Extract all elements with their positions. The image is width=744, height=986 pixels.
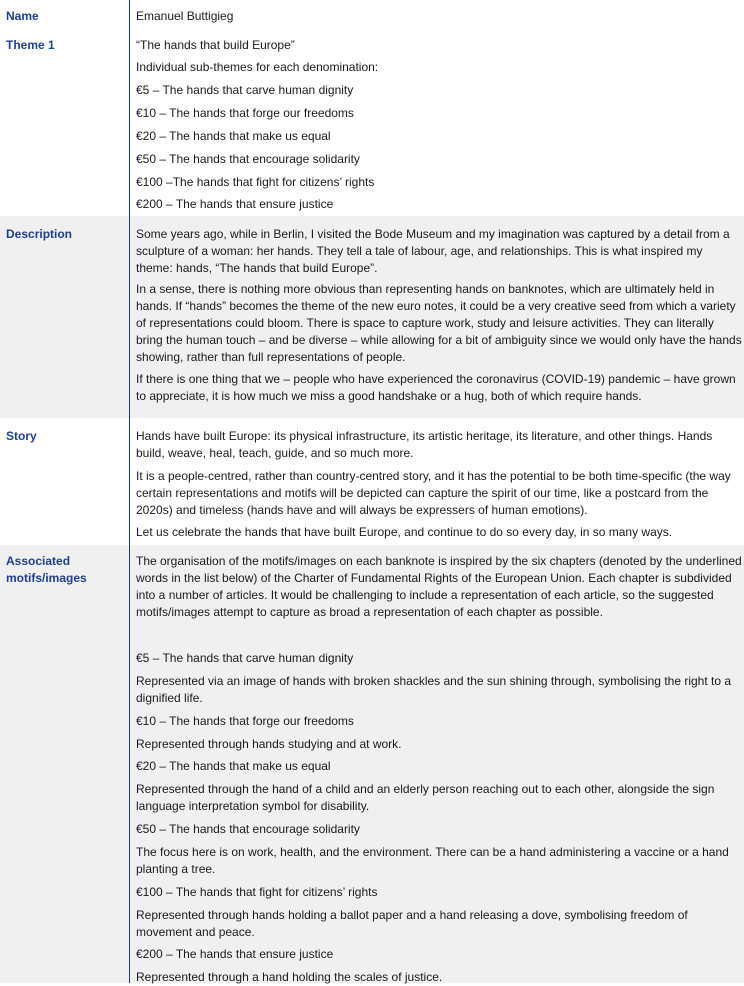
motif-text: Represented through hands holding a ballot paper and a hand releasing a dove, symbolising freedom of movement and peace. [136,908,688,939]
motif-title: €100 – The hands that fight for citizens’ rights [136,885,378,899]
theme-line: €5 – The hands that carve human dignity [136,83,354,97]
motif-text: The focus here is on work, health, and the environment. There can be a hand administering a vaccine or a hand planting a tree. [136,845,729,876]
motif-title: €5 – The hands that carve human dignity [136,651,354,665]
description-paragraph: Some years ago, while in Berlin, I visited the Bode Museum and my imagination was captured by a detail from a sculpture of a woman: her hands. They tell a tale of labour, age, and relationships. This is what inspired my theme: hands, “The hands that build Europe”. [136,227,730,275]
story-paragraph: It is a people-centred, rather than country-centred story, and it has the potential to be both time-specific (the way certain representations and motifs will be depicted can capture the spirit of our time, like a postcard from the 2020s) and timeless (hands have and will always be expressers of human emotions). [136,469,731,517]
label-theme: Theme 1 [6,38,55,52]
name-value: Emanuel Buttigieg [136,9,234,23]
motif-text: Represented via an image of hands with broken shackles and the sun shining through, symbolising the right to a dignified life. [136,674,732,705]
motif-title: €20 – The hands that make us equal [136,759,331,773]
theme-line: €20 – The hands that make us equal [136,129,331,143]
theme-line: €10 – The hands that forge our freedoms [136,106,354,120]
theme-line: Individual sub-themes for each denomination: [136,60,379,74]
row-motifs [0,545,744,983]
theme-line: €100 –The hands that fight for citizens’ rights [136,175,375,189]
theme-line: €50 – The hands that encourage solidarity [136,152,360,166]
description-paragraph: If there is one thing that we – people who have experienced the coronavirus (COVID-19) pandemic – have grown to appreciate, it is how much we miss a good handshake or a hug, both of which require hands. [136,372,736,403]
label-description: Description [6,227,73,241]
column-divider [129,0,130,983]
row-description [0,216,744,418]
theme-line: €200 – The hands that ensure justice [136,197,334,211]
row-theme [0,30,744,216]
label-story: Story [6,429,37,443]
theme-line: “The hands that build Europe” [136,38,295,52]
row-story [0,418,744,545]
motif-title: €50 – The hands that encourage solidarity [136,822,360,836]
motif-title: €200 – The hands that ensure justice [136,947,334,961]
label-name: Name [6,9,39,23]
motif-text: Represented through hands studying and at work. [136,737,402,751]
motifs-intro: The organisation of the motifs/images on each banknote is inspired by the six chapters (denoted by the underlined words in the list below) of the Charter of Fundamental Rights of the European Union. Each chapter is subdivided into a number of articles. It would be challenging to include a representation of each article, so the suggested motifs/images attempt to capture as broad a representation of each chapter as possible. [136,554,742,619]
row-name [0,0,744,30]
motif-text: Represented through the hand of a child and an elderly person reaching out to each other, alongside the sign language interpretation symbol for disability. [136,782,715,813]
story-paragraph: Hands have built Europe: its physical infrastructure, its artistic heritage, its literature, and other things. Hands build, weave, heal, teach, guide, and so much more. [136,429,713,460]
label-motifs: Associated motifs/images [6,554,87,585]
motif-title: €10 – The hands that forge our freedoms [136,714,354,728]
motif-text: Represented through a hand holding the scales of justice. [136,970,443,984]
story-paragraph: Let us celebrate the hands that have built Europe, and continue to do so every day, in so many ways. [136,525,673,539]
description-paragraph: In a sense, there is nothing more obvious than representing hands on banknotes, which are ultimately held in hands. If “hands” becomes the theme of the new euro notes, it could be a very creative seed from which a variety of representations could bloom. There is space to capture work, study and leisure activities. They can literally bring the human touch – and be diverse – while allowing for a bit of ambiguity since we would only have the hands showing, rather than full representations of people. [136,282,742,364]
